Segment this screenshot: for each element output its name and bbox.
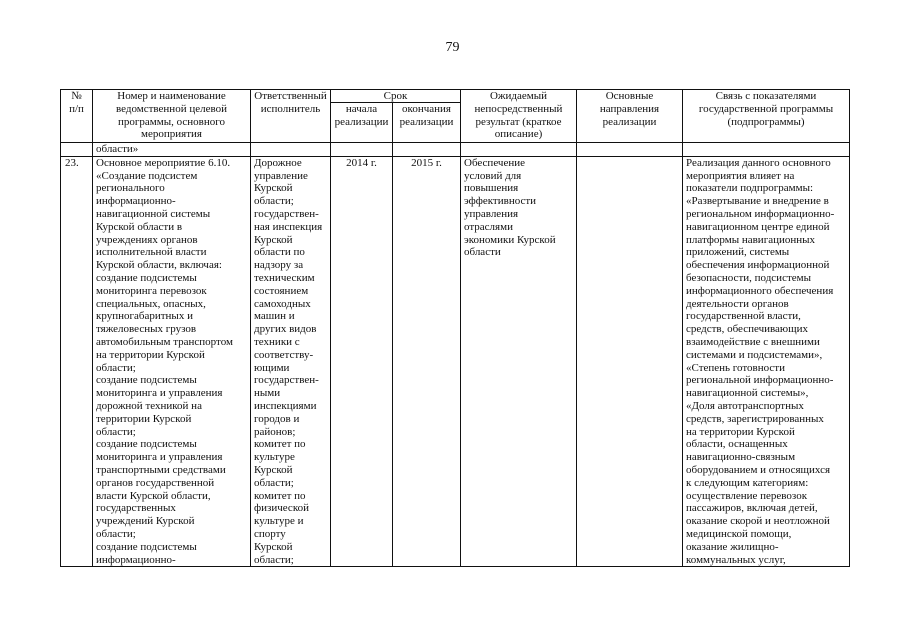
- text-line: на территории Курской: [96, 348, 205, 361]
- text-line: управление: [254, 169, 308, 182]
- text-line: комитет по: [254, 489, 306, 502]
- text-line: создание подсистемы: [96, 540, 197, 553]
- text-line: средств, обеспечивающих: [686, 323, 809, 336]
- text-line: оказание скорой и неотложной: [686, 515, 830, 528]
- text-line: Курской области, включая:: [96, 259, 222, 272]
- text-line: навигационной системы: [96, 207, 211, 220]
- text-line: культуре: [254, 451, 295, 464]
- text-line: учреждений Курской: [96, 515, 195, 528]
- row-link: [683, 156, 850, 567]
- text-line: Дорожное: [254, 156, 302, 169]
- text-line: пассажиров, включая детей,: [686, 502, 818, 515]
- text-line: на территории Курской: [686, 425, 795, 438]
- text-line: информационного обеспечения: [686, 284, 834, 297]
- text-line: области;: [254, 476, 294, 489]
- text-line: ющими: [254, 361, 290, 374]
- text-line: мероприятия влияет на: [686, 169, 795, 182]
- text-line: медицинской помощи,: [686, 527, 792, 540]
- header-executor: Ответственный исполнитель: [251, 90, 331, 143]
- cont-cell-directions: [577, 143, 683, 157]
- text-line: самоходных: [254, 297, 311, 310]
- text-line: крупногабаритных и: [96, 310, 193, 323]
- text-line: культуре и: [254, 515, 304, 528]
- header-num: [61, 90, 93, 143]
- text-line: состоянием: [254, 284, 309, 297]
- text-line: обеспечения информационной: [686, 259, 830, 272]
- text-line: области;: [254, 195, 294, 208]
- text-line: безопасности, подсистемы: [686, 271, 811, 284]
- cont-cell-num: [61, 143, 93, 157]
- text-line: области по: [254, 246, 305, 259]
- text-line: управления: [464, 207, 519, 220]
- text-line: Обеспечение: [464, 156, 525, 169]
- text-line: создание подсистемы: [96, 374, 197, 387]
- text-line: мониторинга и управления: [96, 387, 223, 400]
- page-number: 79: [445, 40, 460, 55]
- text-line: власти Курской области,: [96, 489, 211, 502]
- row-directions: [577, 156, 683, 567]
- text-line: инспекциями: [254, 399, 317, 412]
- text-line: оказание жилищно-: [686, 540, 779, 553]
- text-line: автомобильным транспортом: [96, 335, 233, 348]
- text-line: надзору за: [254, 259, 304, 272]
- text-line: государственных: [96, 502, 176, 515]
- text-line: средств, зарегистрированных: [686, 412, 824, 425]
- text-line: машин и: [254, 310, 295, 323]
- cont-cell-link: [683, 143, 850, 157]
- text-line: органов государственной: [96, 476, 215, 489]
- text-line: соответству-: [254, 348, 314, 361]
- header-start: начала реализации: [331, 103, 393, 143]
- text-line: навигационной системы»,: [686, 387, 809, 400]
- text-line: государствен-: [254, 374, 319, 387]
- text-line: области;: [96, 527, 136, 540]
- text-line: условий для: [464, 169, 522, 182]
- row-program: [93, 156, 251, 567]
- text-line: техническим: [254, 271, 315, 284]
- text-line: Курской: [254, 463, 293, 476]
- text-line: «Развертывание и внедрение в: [686, 195, 829, 208]
- header-link: Связь с показателями государственной программы (подпрограммы): [683, 90, 850, 143]
- header-directions: Основные направления реализации: [577, 90, 683, 143]
- text-line: дорожной техникой на: [96, 399, 202, 412]
- text-line: области: [464, 246, 501, 259]
- text-line: Основное мероприятие 6.10.: [96, 156, 231, 169]
- text-line: оборудованием и относящихся: [686, 463, 831, 476]
- row-result: [461, 156, 577, 567]
- text-line: физической: [254, 502, 309, 515]
- row-end-year: 2015 г.: [393, 156, 461, 567]
- continuation-row: [61, 143, 850, 157]
- cont-cell-result: [461, 143, 577, 157]
- row-number: 23.: [61, 156, 93, 567]
- text-line: других видов: [254, 323, 317, 336]
- text-line: мониторинга перевозок: [96, 284, 207, 297]
- text-line: Реализация данного основного: [686, 156, 831, 169]
- text-line: территории Курской: [96, 412, 192, 425]
- text-line: области, оснащенных: [686, 438, 788, 451]
- text-line: мониторинга и управления: [96, 451, 223, 464]
- table-row: [61, 156, 850, 567]
- text-line: платформы навигационных: [686, 233, 816, 246]
- text-line: осуществление перевозок: [686, 489, 808, 502]
- header-num-text: № п/п: [69, 90, 84, 115]
- text-line: отраслями: [464, 220, 513, 233]
- header-result: Ожидаемый непосредственный результат (краткое описание): [461, 90, 577, 143]
- text-line: «Доля автотранспортных: [686, 399, 804, 412]
- text-line: регионального: [96, 182, 165, 195]
- text-line: приложений, системы: [686, 246, 790, 259]
- program-table: [60, 89, 850, 567]
- cont-cell-executor: [251, 143, 331, 157]
- text-line: области;: [254, 553, 294, 566]
- text-line: Курской: [254, 233, 293, 246]
- text-line: государствен-: [254, 207, 319, 220]
- text-line: ными: [254, 387, 281, 400]
- text-line: специальных, опасных,: [96, 297, 206, 310]
- text-line: государственной власти,: [686, 310, 801, 323]
- text-line: региональной информационно-: [686, 374, 834, 387]
- text-line: комитет по: [254, 438, 306, 451]
- header-program: Номер и наименование ведомственной целевой программы, основного мероприятия: [93, 90, 251, 143]
- text-line: Курской области в: [96, 220, 183, 233]
- text-line: информационно-: [96, 195, 176, 208]
- text-line: техники с: [254, 335, 300, 348]
- text-line: эффективности: [464, 195, 537, 208]
- text-line: городов и: [254, 412, 300, 425]
- text-line: к следующим категориям:: [686, 476, 809, 489]
- cont-cell-program: области»: [93, 143, 251, 157]
- text-line: спорту: [254, 527, 286, 540]
- header-end: окончания реализации: [393, 103, 461, 143]
- row-executor: [251, 156, 331, 567]
- text-line: учреждениях органов: [96, 233, 198, 246]
- text-line: транспортными средствами: [96, 463, 226, 476]
- text-line: повышения: [464, 182, 519, 195]
- text-line: деятельности органов: [686, 297, 789, 310]
- text-line: Курской: [254, 182, 293, 195]
- text-line: «Создание подсистем: [96, 169, 198, 182]
- text-line: навигационном центре единой: [686, 220, 830, 233]
- text-line: ная инспекция: [254, 220, 323, 233]
- text-line: взаимодействие с внешними: [686, 335, 820, 348]
- text-line: области;: [96, 361, 136, 374]
- text-line: области;: [96, 425, 136, 438]
- cont-cell-end: [393, 143, 461, 157]
- text-line: создание подсистемы: [96, 271, 197, 284]
- text-line: информационно-: [96, 553, 176, 566]
- text-line: показатели подпрограммы:: [686, 182, 814, 195]
- text-line: создание подсистемы: [96, 438, 197, 451]
- text-line: коммунальных услуг,: [686, 553, 786, 566]
- text-line: региональном информационно-: [686, 207, 835, 220]
- text-line: районов;: [254, 425, 296, 438]
- text-line: исполнительной власти: [96, 246, 207, 259]
- row-start-year: 2014 г.: [331, 156, 393, 567]
- text-line: навигационно-связным: [686, 451, 796, 464]
- text-line: тяжеловесных грузов: [96, 323, 197, 336]
- text-line: Курской: [254, 540, 293, 553]
- text-line: системами и подсистемами»,: [686, 348, 823, 361]
- cont-cell-start: [331, 143, 393, 157]
- text-line: «Степень готовности: [686, 361, 785, 374]
- text-line: экономики Курской: [464, 233, 556, 246]
- header-term: Срок: [331, 90, 461, 103]
